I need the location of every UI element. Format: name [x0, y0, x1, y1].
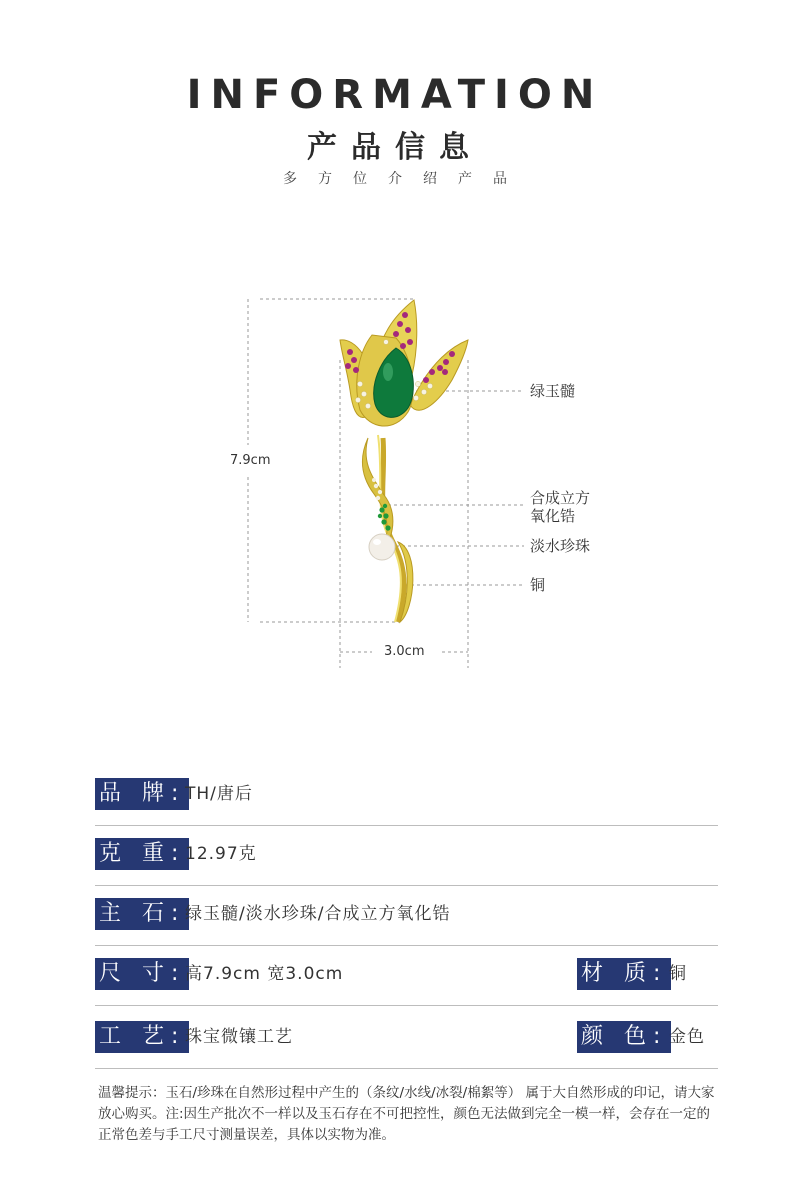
- callout-jade: 绿玉髓: [530, 382, 576, 400]
- spec-label-material: 材 质:: [577, 958, 671, 990]
- brooch-illustration: [0, 280, 790, 680]
- spec-label-brand: 品 牌:: [95, 778, 189, 810]
- title-cn: 产品信息: [307, 130, 483, 165]
- spec-row-weight: [95, 825, 718, 886]
- spec-label-stone: 主 石:: [95, 898, 189, 930]
- callout-pearl: 淡水珍珠: [530, 537, 591, 555]
- brooch-pearl: [369, 534, 395, 560]
- brooch-flower: [340, 300, 468, 426]
- brooch-stem: [362, 435, 413, 622]
- spec-value-stone: 绿玉髓/淡水珍珠/合成立方氧化锆: [185, 904, 451, 924]
- height-label: 7.9cm: [230, 453, 271, 468]
- spec-value-craft: 珠宝微镶工艺: [185, 1027, 293, 1047]
- spec-label-weight: 克 重:: [95, 838, 189, 870]
- spec-label-size: 尺 寸:: [95, 958, 189, 990]
- notice-text: 温馨提示：玉石/珍珠在自然形过程中产生的（条纹/水线/冰裂/棉絮等） 属于大自然形成的印记，请大家放心购买。注:因生产批次不一样以及玉石存在不可把控性，颜色无法做到完全一模一样，会存在一定的正常色差与手工尺寸测量误差，具体以实物为准。: [98, 1085, 715, 1143]
- subtitle-cn: 多方位介绍产品: [283, 171, 528, 187]
- product-figure: [0, 280, 790, 680]
- spec-value-material: 铜: [669, 964, 687, 984]
- spec-value-color: 金色: [669, 1027, 705, 1047]
- spec-row-size-material: [95, 945, 718, 1006]
- spec-row-craft-color: [95, 1008, 718, 1069]
- spec-value-brand: TH/唐后: [185, 784, 253, 804]
- spec-row-stone: [95, 885, 718, 946]
- spec-value-weight: 12.97克: [185, 844, 257, 864]
- spec-value-size: 高7.9cm 宽3.0cm: [185, 964, 344, 984]
- spec-row-brand: [95, 765, 718, 826]
- callout-copper: 铜: [530, 576, 546, 594]
- spec-label-craft: 工 艺:: [95, 1021, 189, 1053]
- title-en: INFORMATION: [186, 72, 604, 118]
- spec-label-color: 颜 色:: [577, 1021, 671, 1053]
- width-label: 3.0cm: [384, 644, 425, 659]
- callout-zircon: 合成立方 氧化锆: [530, 489, 591, 525]
